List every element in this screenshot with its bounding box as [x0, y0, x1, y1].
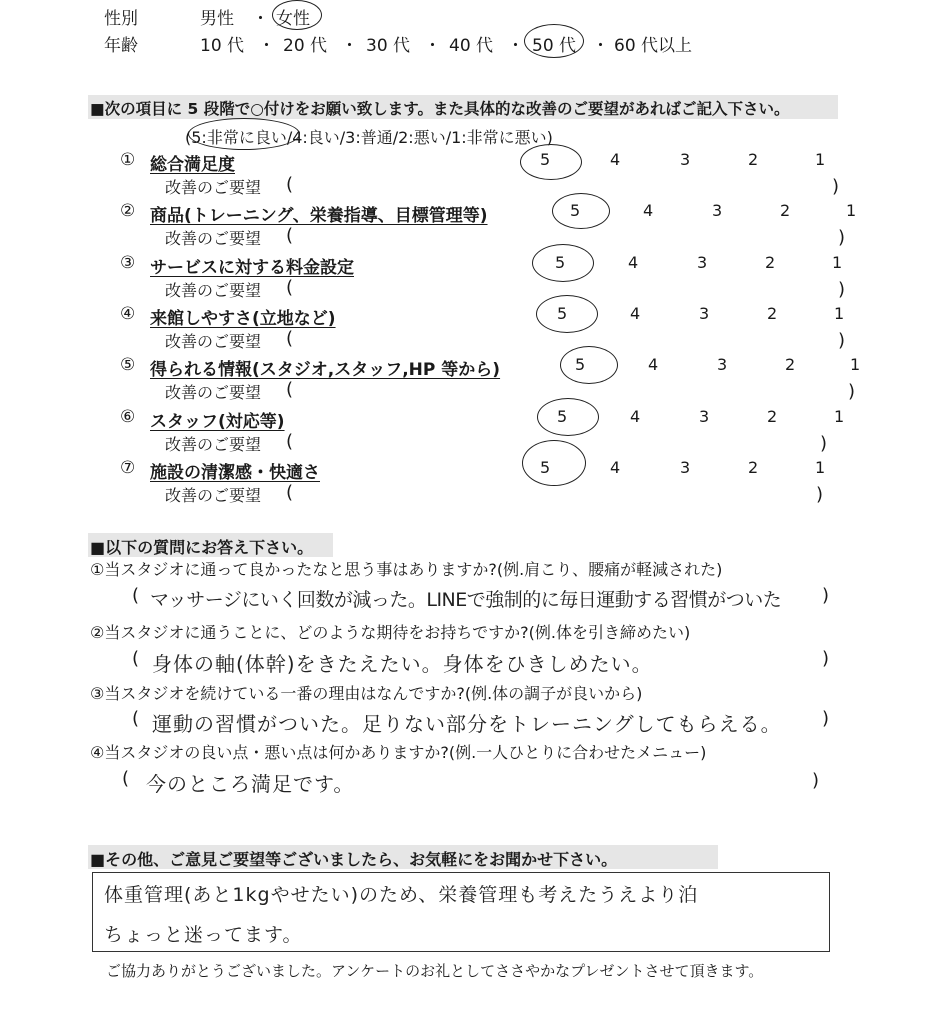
rating-option-3[interactable]: 3: [680, 150, 691, 169]
rating-option-2[interactable]: 2: [748, 458, 759, 477]
rating-option-5[interactable]: 5: [557, 304, 568, 323]
item-number: ⑥: [120, 407, 136, 427]
rating-selected-circle: [537, 398, 599, 436]
rating-option-1[interactable]: 1: [846, 201, 857, 220]
rating-option-2[interactable]: 2: [780, 201, 791, 220]
age-sep-3: ・: [424, 36, 441, 56]
rating-option-4[interactable]: 4: [610, 150, 621, 169]
age-option-40: 40 代: [449, 36, 494, 56]
age-option-10: 10 代: [200, 36, 245, 56]
rating-option-2[interactable]: 2: [765, 253, 776, 272]
request-label: 改善のご要望: [165, 281, 262, 300]
section2-heading: ■以下の質問にお答え下さい。: [90, 538, 314, 557]
rating-selected-circle: [520, 144, 582, 180]
age-selected-circle: [524, 24, 584, 58]
request-label: 改善のご要望: [165, 486, 262, 505]
item-number: ⑦: [120, 458, 136, 478]
rating-selected-circle: [552, 193, 610, 229]
item-number: ③: [120, 253, 136, 273]
request-paren-open: (: [286, 328, 294, 349]
answer-1-open: (: [132, 585, 140, 606]
request-paren-close: ): [848, 381, 856, 402]
rating-option-5[interactable]: 5: [570, 201, 581, 220]
request-label: 改善のご要望: [165, 229, 262, 248]
rating-option-1[interactable]: 1: [850, 355, 861, 374]
rating-option-2[interactable]: 2: [748, 150, 759, 169]
question-3: ③当スタジオを続けている一番の理由はなんですか?(例.体の調子が良いから): [90, 684, 643, 703]
request-paren-close: ): [816, 484, 824, 505]
answer-3-open: (: [132, 708, 140, 729]
age-sep-2: ・: [341, 36, 358, 56]
age-sep-1: ・: [258, 36, 275, 56]
request-label: 改善のご要望: [165, 383, 262, 402]
rating-selected-circle: [560, 346, 618, 384]
scale-circle: [188, 118, 300, 150]
rating-option-4[interactable]: 4: [630, 407, 641, 426]
rating-option-1[interactable]: 1: [834, 304, 845, 323]
request-paren-open: (: [286, 174, 294, 195]
request-paren-close: ): [838, 279, 846, 300]
answer-1: マッサージにいく回数が減った。LINEで強制的に毎日運動する習慣がついた: [150, 589, 782, 611]
item-label: 来館しやすさ(立地など): [150, 309, 336, 329]
answer-4: 今のところ満足です。: [146, 772, 355, 796]
item-label: 商品(トレーニング、栄養指導、目標管理等): [150, 206, 488, 226]
age-option-60: 60 代以上: [614, 36, 693, 56]
rating-option-4[interactable]: 4: [610, 458, 621, 477]
request-label: 改善のご要望: [165, 435, 262, 454]
item-number: ①: [120, 150, 136, 170]
rating-option-3[interactable]: 3: [680, 458, 691, 477]
rating-option-5[interactable]: 5: [540, 458, 551, 477]
answer-3: 運動の習慣がついた。足りない部分をトレーニングしてもらえる。: [152, 712, 782, 736]
rating-option-2[interactable]: 2: [767, 304, 778, 323]
answer-1-close: ): [822, 585, 830, 606]
gender-sep: ・: [252, 9, 269, 29]
rating-option-5[interactable]: 5: [575, 355, 586, 374]
rating-option-1[interactable]: 1: [834, 407, 845, 426]
answer-4-close: ): [812, 770, 820, 791]
rating-option-3[interactable]: 3: [697, 253, 708, 272]
gender-option-female: 女性: [276, 9, 310, 29]
item-label: サービスに対する料金設定: [150, 258, 354, 278]
question-1: ①当スタジオに通って良かったなと思う事はありますか?(例.肩こり、腰痛が軽減された): [90, 560, 723, 579]
request-paren-open: (: [286, 225, 294, 246]
footer-thanks: ご協力ありがとうございました。アンケートのお礼としてささやかなプレゼントさせて頂きます。: [106, 962, 764, 980]
request-paren-open: (: [286, 379, 294, 400]
answer-2-open: (: [132, 648, 140, 669]
rating-selected-circle: [536, 295, 598, 333]
rating-option-2[interactable]: 2: [767, 407, 778, 426]
rating-option-4[interactable]: 4: [648, 355, 659, 374]
request-paren-open: (: [286, 431, 294, 452]
item-label: 施設の清潔感・快適さ: [150, 463, 320, 483]
age-sep-5: ・: [592, 36, 609, 56]
item-label: 得られる情報(スタジオ,スタッフ,HP 等から): [150, 360, 501, 380]
request-label: 改善のご要望: [165, 332, 262, 351]
age-option-20: 20 代: [283, 36, 328, 56]
age-label: 年齢: [104, 36, 138, 56]
age-option-30: 30 代: [366, 36, 411, 56]
rating-option-5[interactable]: 5: [557, 407, 568, 426]
rating-option-4[interactable]: 4: [630, 304, 641, 323]
rating-option-1[interactable]: 1: [815, 150, 826, 169]
rating-option-5[interactable]: 5: [540, 150, 551, 169]
rating-option-3[interactable]: 3: [699, 407, 710, 426]
request-paren-close: ): [832, 176, 840, 197]
item-label: 総合満足度: [150, 155, 235, 175]
gender-option-male: 男性: [200, 9, 234, 29]
question-2: ②当スタジオに通うことに、どのような期待をお持ちですか?(例.体を引き締めたい): [90, 623, 691, 642]
rating-option-4[interactable]: 4: [643, 201, 654, 220]
rating-option-2[interactable]: 2: [785, 355, 796, 374]
request-paren-open: (: [286, 277, 294, 298]
answer-2: 身体の軸(体幹)をきたえたい。身体をひきしめたい。: [152, 652, 653, 676]
age-option-50: 50 代: [532, 36, 577, 56]
comment-line-1: 体重管理(あと1kgやせたい)のため、栄養管理も考えたうえより泊: [104, 884, 699, 906]
answer-4-open: (: [122, 768, 130, 789]
rating-scale-legend: (5:非常に良い/4:良い/3:普通/2:悪い/1:非常に悪い): [185, 128, 553, 147]
age-sep-4: ・: [507, 36, 524, 56]
rating-option-3[interactable]: 3: [712, 201, 723, 220]
rating-selected-circle: [522, 440, 586, 486]
item-number: ②: [120, 201, 136, 221]
gender-selected-circle: [272, 0, 322, 30]
rating-option-4[interactable]: 4: [628, 253, 639, 272]
rating-option-5[interactable]: 5: [555, 253, 566, 272]
rating-option-3[interactable]: 3: [717, 355, 728, 374]
question-4: ④当スタジオの良い点・悪い点は何かありますか?(例.一人ひとりに合わせたメニュー): [90, 743, 707, 762]
request-label: 改善のご要望: [165, 178, 262, 197]
gender-label: 性別: [104, 9, 138, 29]
request-paren-close: ): [838, 330, 846, 351]
rating-option-1[interactable]: 1: [832, 253, 843, 272]
request-paren-open: (: [286, 482, 294, 503]
rating-option-3[interactable]: 3: [699, 304, 710, 323]
rating-option-1[interactable]: 1: [815, 458, 826, 477]
answer-2-close: ): [822, 648, 830, 669]
section1-heading: ■次の項目に 5 段階で○付けをお願い致します。また具体的な改善のご要望があればご記入下さい。: [90, 100, 790, 118]
request-paren-close: ): [820, 433, 828, 454]
answer-3-close: ): [822, 708, 830, 729]
request-paren-close: ): [838, 227, 846, 248]
item-number: ⑤: [120, 355, 136, 375]
comment-line-2: ちょっと迷ってます。: [104, 924, 303, 946]
section3-heading: ■その他、ご意見ご要望等ございましたら、お気軽にをお聞かせ下さい。: [90, 850, 618, 869]
item-number: ④: [120, 304, 136, 324]
rating-selected-circle: [532, 244, 594, 282]
item-label: スタッフ(対応等): [150, 412, 285, 432]
